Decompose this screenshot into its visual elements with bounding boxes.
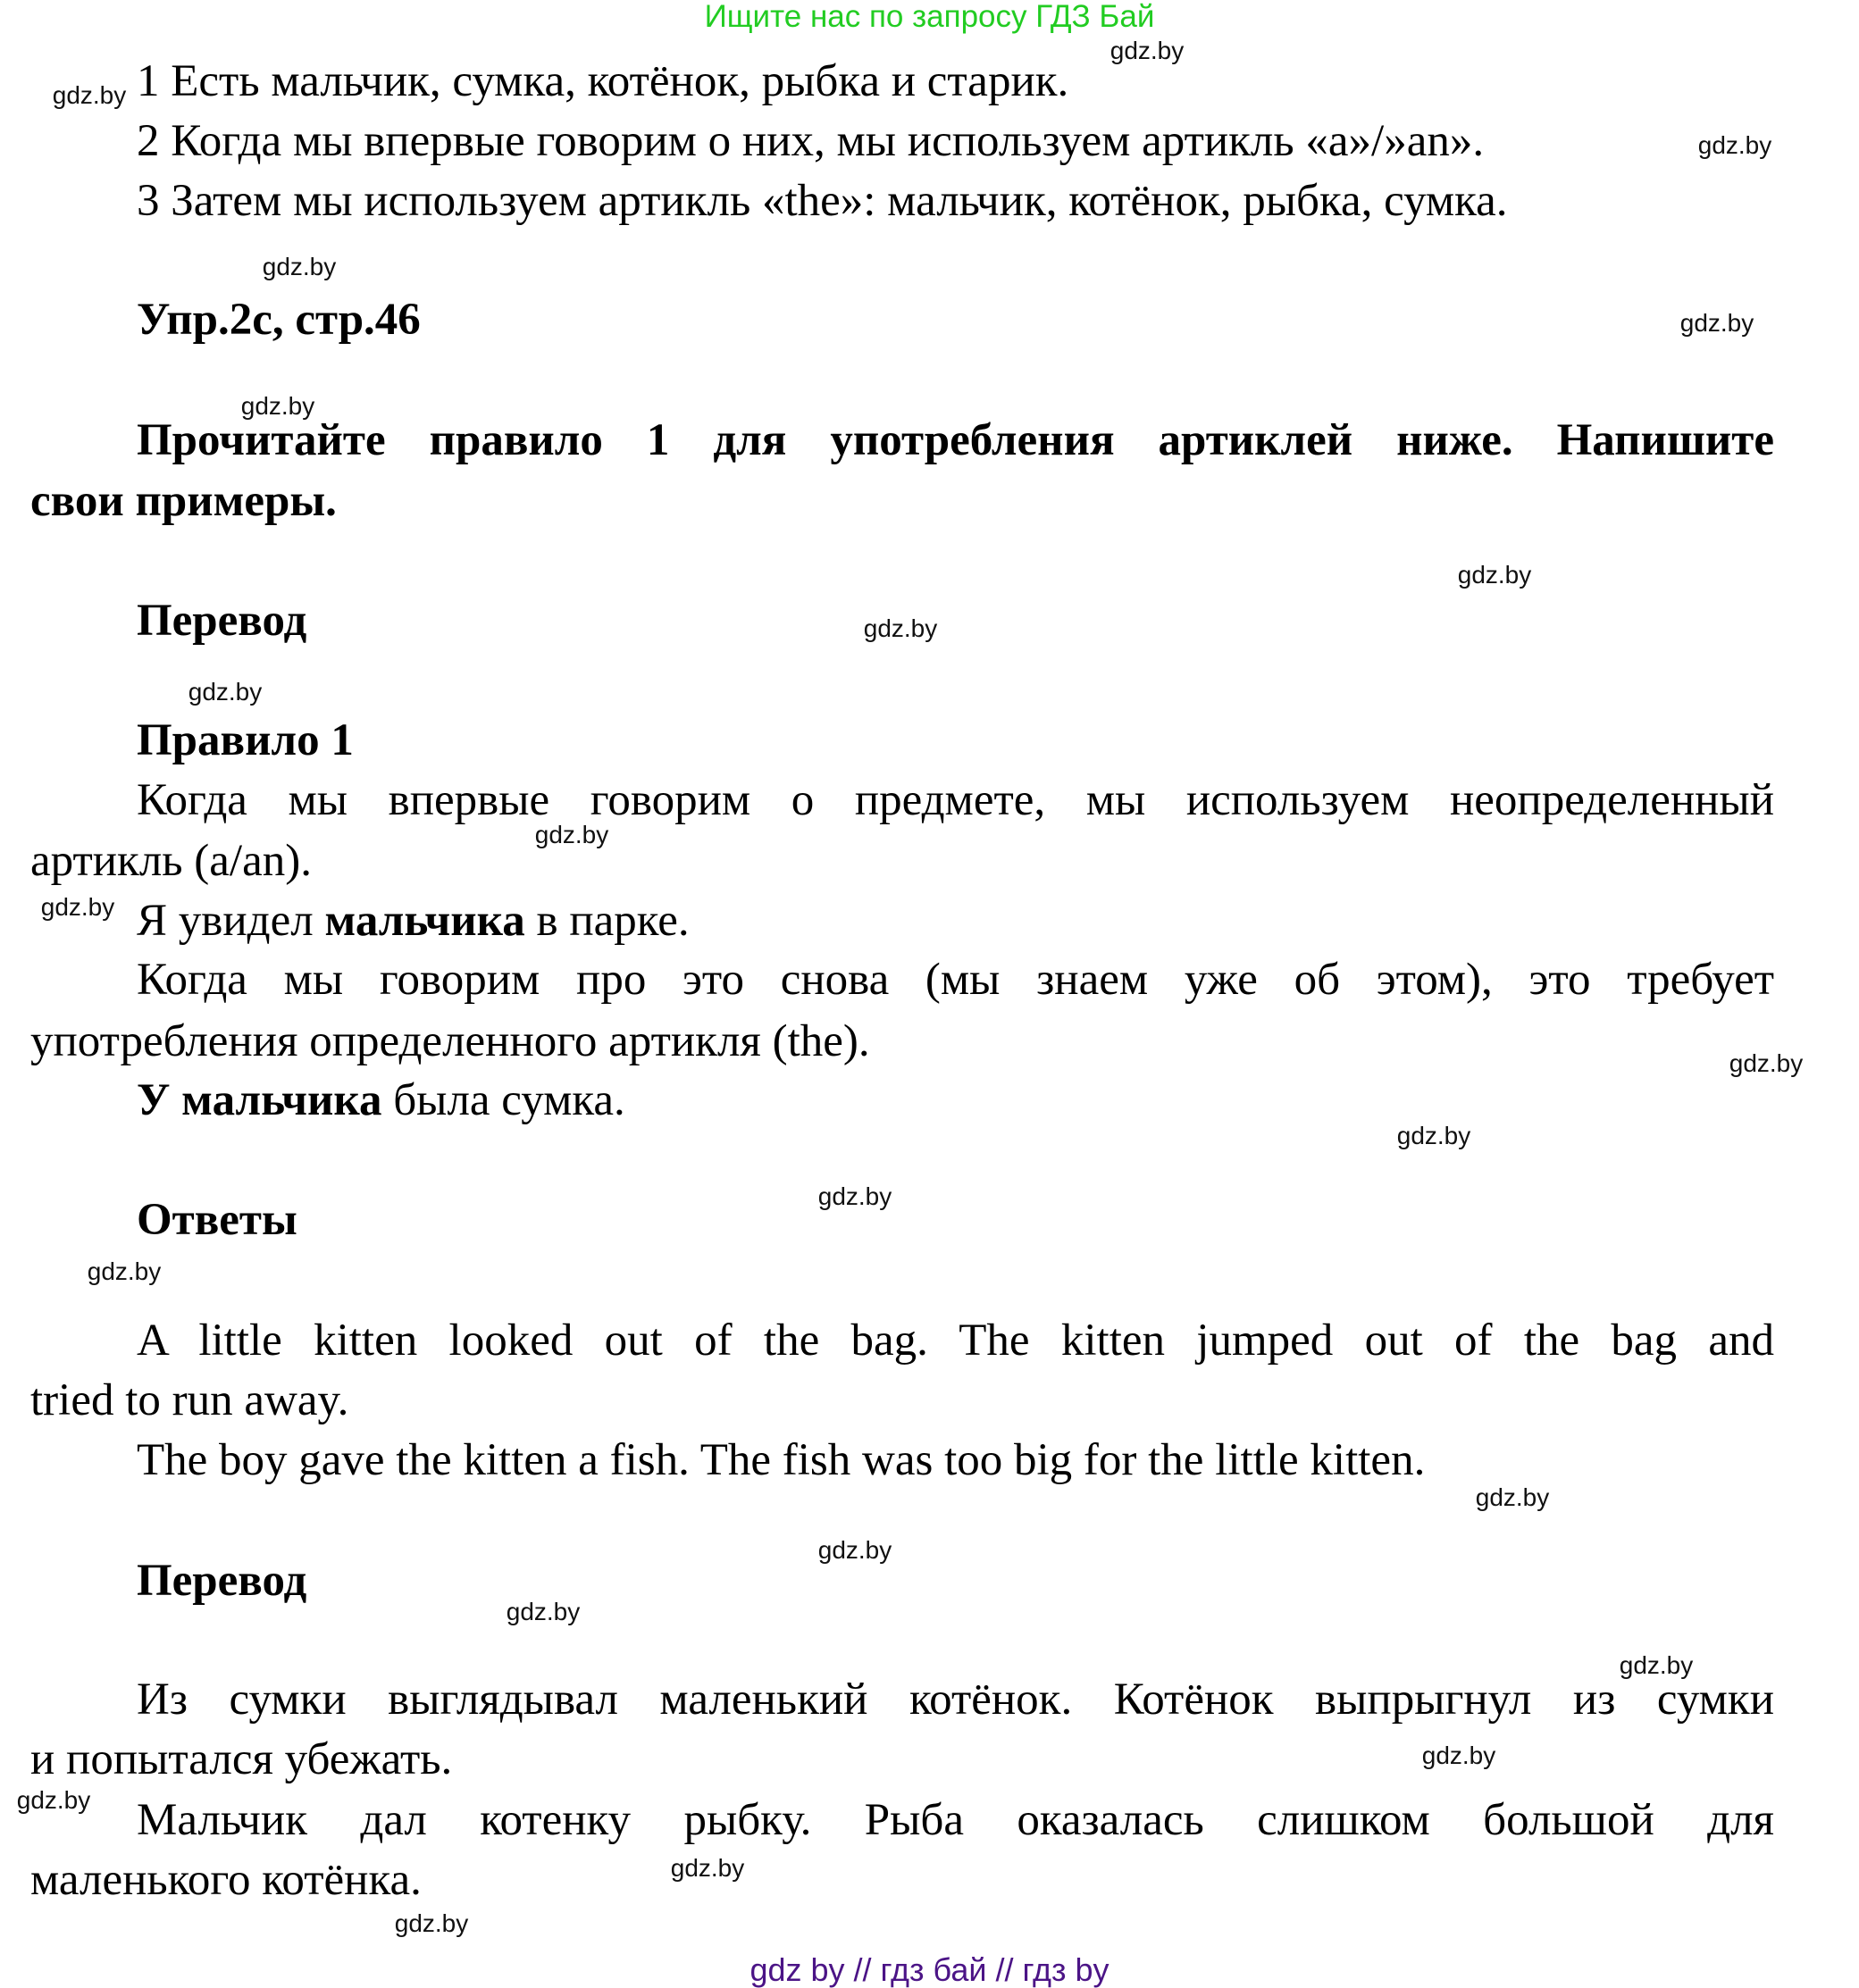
rule-title: Правило 1 bbox=[137, 715, 354, 765]
watermark: gdz.by bbox=[188, 678, 263, 706]
translation-line-2: и попытался убежать. bbox=[30, 1734, 453, 1784]
watermark: gdz.by bbox=[1697, 131, 1772, 159]
watermark: gdz.by bbox=[52, 81, 127, 109]
watermark: gdz.by bbox=[87, 1257, 162, 1285]
example-text: в парке. bbox=[524, 896, 690, 946]
rule-text-line-2: артикль (a/an). bbox=[30, 836, 312, 886]
example-bold: мальчика bbox=[324, 896, 525, 946]
intro-line-2: 2 Когда мы впервые говорим о них, мы используем артикль «a»/»an». bbox=[137, 116, 1485, 166]
watermark: gdz.by bbox=[1729, 1049, 1804, 1077]
watermark: gdz.by bbox=[1110, 37, 1185, 64]
watermark: gdz.by bbox=[1457, 561, 1532, 589]
translation-line-1: Из сумки выглядывал маленький котёнок. Котёнок выпрыгнул из сумки bbox=[137, 1675, 1774, 1725]
answer-line-2: tried to run away. bbox=[30, 1375, 349, 1425]
answer-line-1: A little kitten looked out of the bag. The kitten jumped out of the bag and bbox=[137, 1316, 1774, 1366]
rule-text-line-1: Когда мы впервые говорим о предмете, мы используем неопределенный bbox=[137, 775, 1774, 825]
watermark: gdz.by bbox=[262, 253, 337, 280]
watermark: gdz.by bbox=[1475, 1483, 1550, 1511]
rule-example-2 bbox=[137, 1070, 625, 1131]
rule-text-line-3: Когда мы говорим про это снова (мы знаем уже об этом), это требует bbox=[137, 955, 1774, 1005]
intro-line-1: 1 Есть мальчик, сумка, котёнок, рыбка и старик. bbox=[137, 56, 1069, 106]
watermark: gdz.by bbox=[16, 1786, 91, 1814]
rule-text-line-4: употребления определенного артикля (the). bbox=[30, 1016, 870, 1066]
task-line-1: Прочитайте правило 1 для употребления артиклей ниже. Напишите bbox=[137, 415, 1774, 465]
watermark: gdz.by bbox=[40, 893, 115, 921]
example-text: Я увидел bbox=[137, 896, 325, 946]
translation-heading: Перевод bbox=[137, 596, 307, 646]
translation-line-4: маленького котёнка. bbox=[30, 1855, 422, 1905]
example-bold: У мальчика bbox=[137, 1075, 382, 1125]
search-hint-banner: Ищите нас по запросу ГДЗ Бай bbox=[704, 0, 1155, 34]
watermark: gdz.by bbox=[1396, 1122, 1471, 1149]
watermark: gdz.by bbox=[394, 1909, 469, 1937]
translation-line-3: Мальчик дал котенку рыбку. Рыба оказалась слишком большой для bbox=[137, 1795, 1774, 1845]
task-line-2: свои примеры. bbox=[30, 476, 337, 526]
exercise-title: Упр.2c, стр.46 bbox=[137, 295, 421, 345]
translation2-heading: Перевод bbox=[137, 1556, 307, 1606]
watermark: gdz.by bbox=[1679, 309, 1754, 337]
watermark: gdz.by bbox=[1421, 1742, 1496, 1769]
example-text: была сумка. bbox=[381, 1075, 625, 1125]
watermark: gdz.by bbox=[534, 821, 609, 848]
watermark: gdz.by bbox=[240, 392, 315, 420]
rule-example-1 bbox=[137, 890, 690, 951]
watermark: gdz.by bbox=[817, 1182, 892, 1210]
footer-links[interactable]: gdz by // гдз бай // гдз by bbox=[749, 1951, 1110, 1988]
watermark: gdz.by bbox=[817, 1536, 892, 1564]
intro-line-3: 3 Затем мы используем артикль «the»: мальчик, котёнок, рыбка, сумка. bbox=[137, 176, 1508, 226]
answers-heading: Ответы bbox=[137, 1195, 297, 1245]
watermark: gdz.by bbox=[1619, 1651, 1694, 1679]
watermark: gdz.by bbox=[670, 1854, 745, 1882]
watermark: gdz.by bbox=[863, 614, 938, 642]
watermark: gdz.by bbox=[506, 1598, 581, 1625]
answer-line-3: The boy gave the kitten a fish. The fish was too big for the little kitten. bbox=[137, 1435, 1426, 1485]
